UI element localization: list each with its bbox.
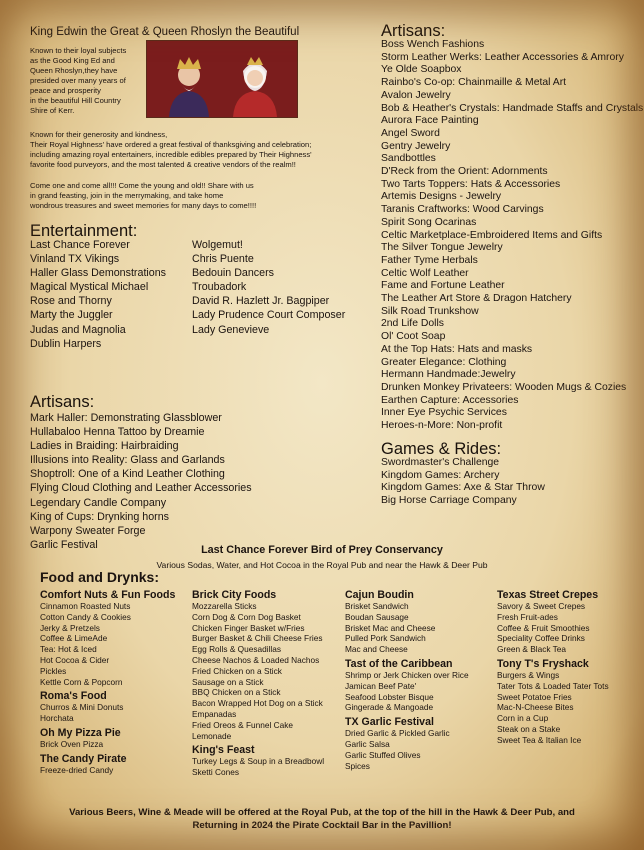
entertainment-col2 (192, 238, 345, 337)
artisan-item: D'Reck from the Orient: Adornments (381, 166, 548, 178)
games-list (381, 457, 545, 508)
food-item: Sweet Tea & Italian Ice (497, 734, 582, 745)
artisan-item: Silk Road Trunkshow (381, 305, 479, 317)
royal-intro (30, 46, 150, 116)
royal-paragraph-3 (30, 181, 290, 211)
food-item: Boudan Sausage (345, 611, 409, 622)
royal-para3-line: in grand feasting, join in the merrymaking, and take home (30, 191, 224, 200)
royal-para3-line: wondrous treasures and sweet memories for many days to come!!!! (30, 201, 257, 210)
artisan-item: The Silver Tongue Jewelry (381, 242, 503, 254)
royal-intro-line: peace and prosperity (30, 86, 101, 95)
artisan-item: Bob & Heather's Crystals: Handmade Staffs and Crystals (381, 102, 644, 114)
artisan-item: Hullabaloo Henna Tattoo by Dreamie (30, 426, 205, 439)
artisan-item: Sandbottles (381, 153, 436, 165)
artisan-item: King of Cups: Drynking horns (30, 510, 170, 523)
food-vendor (40, 727, 175, 750)
artisan-item: Illusions into Reality: Glass and Garlands (30, 454, 225, 467)
food-item: Cotton Candy & Cookies (40, 611, 131, 622)
food-column-1 (40, 586, 175, 779)
entertainer-item: Dublin Harpers (30, 337, 102, 350)
food-item: Speciality Coffee Drinks (497, 633, 585, 644)
food-item: Corn in a Cup (497, 713, 549, 724)
food-vendor-name: Oh My Pizza Pie (40, 726, 121, 739)
entertainer-item: Judas and Magnolia (30, 323, 126, 336)
royal-couple-photo (146, 40, 298, 118)
food-item: Mac and Cheese (345, 644, 408, 655)
food-vendor (497, 589, 609, 655)
artisan-item: Angel Sword (381, 127, 440, 139)
royal-intro-line: Known to their loyal subjects (30, 46, 127, 55)
food-vendor (192, 744, 324, 778)
artisan-item: Ol' Coot Soap (381, 331, 446, 343)
artisan-item: Greater Elegance: Clothing (381, 356, 507, 368)
food-item: Sketti Cones (192, 767, 240, 778)
entertainer-item: Last Chance Forever (30, 239, 130, 251)
food-item: Kettle Corn & Popcorn (40, 676, 123, 687)
footer-note (22, 806, 622, 832)
artisan-item: Drunken Monkey Privateers: Wooden Mugs & Cozies (381, 381, 627, 393)
artisan-item: Boss Wench Fashions (381, 39, 485, 50)
artisan-item: Earthen Capture: Accessories (381, 394, 519, 406)
royal-para3-line: Come one and come all!!! Come the young and old!! Share with us (30, 181, 254, 190)
food-item: Spices (345, 760, 370, 771)
artisan-item: Fame and Fortune Leather (381, 280, 505, 292)
pub-title: Last Chance Forever Bird of Prey Conservancy (201, 544, 443, 556)
game-item: Swordmaster's Challenge (381, 457, 500, 468)
royal-para2-line: Their Royal Highness' have ordered a great festival of thanksgiving and celebration; (30, 140, 312, 149)
artisan-item: Ye Olde Soapbox (381, 64, 462, 76)
royal-para2-line: favorite food purveyors, and the most talented & creative vendors of the realm!! (30, 160, 296, 169)
food-item: Corn Dog & Corn Dog Basket (192, 611, 301, 622)
food-item: Garlic Stuffed Olives (345, 749, 421, 760)
food-item: Egg Rolls & Quesadillas (192, 644, 282, 655)
food-vendor-name: Texas Street Crepes (497, 589, 599, 601)
food-item: Shrimp or Jerk Chicken over Rice (345, 669, 469, 680)
artisan-item: Avalon Jewelry (381, 89, 451, 101)
food-item: Mozzarella Sticks (192, 601, 257, 611)
food-vendor-name: TX Garlic Festival (345, 716, 434, 729)
artisan-item: Spirit Song Ocarinas (381, 216, 477, 228)
artisan-item: Taranis Craftworks: Wood Carvings (381, 204, 544, 216)
food-item: Pulled Pork Sandwich (345, 633, 426, 644)
food-item: Burger Basket & Chili Cheese Fries (192, 633, 323, 644)
entertainer-item: Lady Genevieve (192, 323, 270, 336)
food-item: Fried Oreos & Funnel Cake (192, 719, 293, 730)
artisan-item: The Leather Art Store & Dragon Hatchery (381, 293, 572, 305)
food-item: Mac-N-Cheese Bites (497, 702, 574, 713)
food-column-4 (497, 586, 609, 749)
food-vendor (345, 589, 469, 655)
food-vendor (192, 589, 324, 741)
food-vendor (40, 753, 175, 776)
food-vendor-name: Brick City Foods (192, 589, 277, 601)
royal-intro-line: presided over many years of (30, 76, 126, 85)
artisan-item: Aurora Face Painting (381, 115, 479, 127)
royal-intro-line: Shire of Kerr. (30, 106, 75, 115)
artisan-item: Gentry Jewelry (381, 140, 451, 152)
food-item: Coffee & Fruit Smoothies (497, 622, 590, 633)
food-column-2 (192, 586, 324, 781)
food-vendor (345, 716, 469, 771)
food-column-3 (345, 586, 469, 774)
food-item: Horchata (40, 713, 74, 724)
food-item: Fresh Fruit-ades (497, 611, 558, 622)
royal-intro-line: in the beautiful Hill Country (30, 96, 121, 105)
food-item: Brick Oven Pizza (40, 738, 104, 749)
royal-paragraph-2 (30, 130, 320, 170)
food-vendor-name: Tony T's Fryshack (497, 657, 589, 670)
food-vendor-name: Roma's Food (40, 690, 107, 703)
artisans-right-heading: Artisans: (381, 22, 446, 40)
food-vendor-name: King's Feast (192, 744, 255, 757)
artisan-item: Hermann Handmade:Jewelry (381, 369, 516, 381)
food-vendor (40, 589, 175, 687)
royal-para2-line: including amazing royal entertainers, incredible edibles prepared by Their Highness' (30, 150, 312, 159)
artisan-item: Artemis Designs - Jewelry (381, 191, 502, 203)
food-item: Gingerade & Mangoade (345, 702, 434, 713)
food-item: Jerky & Pretzels (40, 622, 100, 633)
royal-title: King Edwin the Great & Queen Rhoslyn the Beautiful (30, 26, 300, 38)
artisan-item: Legendary Candle Company (30, 496, 167, 509)
entertainer-item: Bedouin Dancers (192, 267, 274, 280)
artisan-item: At the Top Hats: Hats and masks (381, 343, 533, 355)
entertainment-col1 (30, 238, 166, 351)
pub-subtitle: Various Sodas, Water, and Hot Cocoa in the Royal Pub and near the Hawk & Deer Pub (156, 560, 488, 570)
footer-line-1: Various Beers, Wine & Meade will be offered at the Royal Pub, at the top of the hill in the Hawk & Deer Pub, and (69, 807, 575, 818)
food-item: Sausage on a Stick (192, 676, 264, 687)
artisan-item: Two Tarts Toppers: Hats & Accessories (381, 178, 561, 190)
food-item: Fried Chicken on a Stick (192, 665, 282, 676)
artisan-item: Mark Haller: Demonstrating Glassblower (30, 412, 222, 424)
food-vendor-name: Tast of the Caribbean (345, 657, 453, 670)
food-heading: Food and Drynks: (40, 569, 160, 585)
food-vendor-name: Comfort Nuts & Fun Foods (40, 589, 176, 601)
food-vendor (497, 658, 609, 746)
food-vendor-name: Cajun Boudin (345, 589, 414, 601)
food-vendor (345, 658, 469, 713)
artisan-item: Father Tyme Herbals (381, 254, 478, 266)
food-item: Turkey Legs & Soup in a Breadbowl (192, 756, 325, 767)
food-item: Brisket Sandwich (345, 601, 409, 611)
entertainment-heading: Entertainment: (30, 222, 138, 240)
entertainer-item: Vinland TX Vikings (30, 253, 120, 266)
food-item: Dried Garlic & Pickled Garlic (345, 728, 450, 739)
artisan-item: Shoptroll: One of a Kind Leather Clothing (30, 468, 225, 481)
food-item: Green & Black Tea (497, 644, 567, 655)
food-item: Savory & Sweet Crepes (497, 601, 586, 611)
food-item: Freeze-dried Candy (40, 764, 114, 775)
artisan-item: Garlic Festival (30, 538, 98, 551)
food-item: Churros & Mini Donuts (40, 702, 124, 713)
food-item: BBQ Chicken on a Stick (192, 687, 281, 698)
food-item: Coffee & LimeAde (40, 633, 108, 644)
entertainer-item: Lady Prudence Court Composer (192, 309, 346, 322)
food-item: Seafood Lobster Bisque (345, 691, 434, 702)
games-heading: Games & Rides: (381, 440, 502, 458)
food-item: Cinnamon Roasted Nuts (40, 601, 131, 611)
game-item: Kingdom Games: Archery (381, 469, 500, 481)
artisan-item: Storm Leather Werks: Leather Accessories & Amrory (381, 51, 624, 63)
entertainer-item: Wolgemut! (192, 239, 243, 251)
food-item: Empanadas (192, 708, 237, 719)
royal-intro-line: as the Good King Ed and (30, 56, 115, 65)
artisan-item: Celtic Wolf Leather (381, 267, 469, 279)
entertainer-item: Chris Puente (192, 253, 254, 266)
entertainer-item: Marty the Juggler (30, 309, 113, 322)
royal-para2-line: Known for their generosity and kindness, (30, 130, 168, 139)
footer-line-2: Returning in 2024 the Pirate Cocktail Bar in the Pavillion! (192, 820, 452, 831)
food-item: Cheese Nachos & Loaded Nachos (192, 654, 320, 665)
artisan-item: Inner Eye Psychic Services (381, 407, 507, 419)
food-item: Jamican Beef Pate' (345, 680, 417, 691)
entertainer-item: Magical Mystical Michael (30, 281, 149, 294)
food-item: Tater Tots & Loaded Tater Tots (497, 680, 609, 691)
entertainer-item: David R. Hazlett Jr. Bagpiper (192, 295, 330, 308)
food-item: Chicken Finger Basket w/Fries (192, 622, 305, 633)
royal-intro-line: Queen Rhoslyn,they have (30, 66, 118, 75)
food-item: Lemonade (192, 730, 232, 741)
food-item: Pickles (40, 665, 67, 676)
entertainer-item: Haller Glass Demonstrations (30, 267, 167, 280)
food-item: Steak on a Stake (497, 723, 561, 734)
artisans-left-heading: Artisans: (30, 393, 95, 411)
artisans-right-list (381, 39, 643, 433)
game-item: Big Horse Carriage Company (381, 495, 517, 507)
food-item: Brisket Mac and Cheese (345, 622, 436, 633)
food-item: Garlic Salsa (345, 738, 390, 749)
artisan-item: Rainbo's Co-op: Chainmaille & Metal Art (381, 77, 567, 89)
food-vendor (40, 690, 175, 724)
artisan-item: Warpony Sweater Forge (30, 524, 146, 537)
food-item: Sweet Potatoe Fries (497, 691, 572, 702)
game-item: Kingdom Games: Axe & Star Throw (381, 482, 545, 494)
food-vendor-name: The Candy Pirate (40, 752, 127, 765)
food-item: Tea: Hot & Iced (40, 644, 97, 655)
artisan-item: 2nd Life Dolls (381, 318, 444, 330)
food-item: Burgers & Wings (497, 669, 560, 680)
artisan-item: Heroes-n-More: Non-profit (381, 420, 503, 432)
artisan-item: Ladies in Braiding: Hairbraiding (30, 440, 179, 453)
food-item: Hot Cocoa & Cider (40, 654, 110, 665)
artisan-item: Celtic Marketplace-Embroidered Items and Gifts (381, 229, 603, 241)
artisan-item: Flying Cloud Clothing and Leather Accessories (30, 482, 252, 495)
entertainer-item: Rose and Thorny (30, 295, 112, 308)
royal-couple-image (147, 41, 297, 117)
entertainer-item: Troubadork (192, 281, 247, 294)
artisans-left-list (30, 411, 252, 552)
food-item: Bacon Wrapped Hot Dog on a Stick (192, 698, 323, 709)
